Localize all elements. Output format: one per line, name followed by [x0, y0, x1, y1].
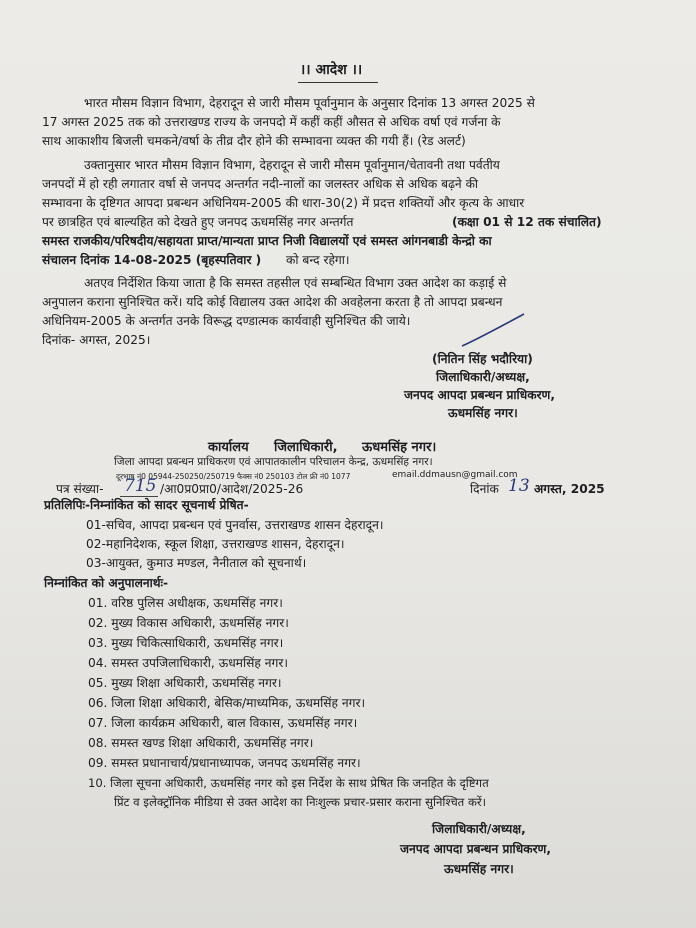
compliance-item-03: 03. मुख्य चिकित्साधिकारी, ऊधमसिंह नगर।	[88, 636, 284, 650]
letter-number-label: पत्र संख्या-	[56, 482, 104, 496]
compliance-item-08: 08. समस्त खण्ड शिक्षा अधिकारी, ऊधमसिंह नगर।	[88, 736, 314, 750]
para2-line2: जनपदों में हो रही लगातार वर्षा से जनपद अन्तर्गत नदी-नालों का जलस्तर अधिक से अधिक बढ़ने की	[42, 177, 479, 191]
para2-line4: पर छात्रहित एवं बाल्यहित को देखते हुए जनपद ऊधमसिंह नगर अन्तर्गत	[42, 215, 354, 229]
compliance-heading: निम्नांकित को अनुपालनार्थः-	[44, 576, 169, 590]
office-officer: जिलाधिकारी,	[274, 440, 338, 455]
signatory1-place: ऊधमसिंह नगर।	[448, 406, 518, 420]
signature-mark-1	[458, 312, 528, 350]
para2-closing: को बन्द रहेगा।	[286, 253, 350, 267]
para2-bold-class: (कक्षा 01 से 12 तक संचालित)	[452, 215, 602, 229]
para2-line3: सम्भावना के दृष्टिगत आपदा प्रबन्धन अधिनियम-2005 की धारा-30(2) में प्रदत्त शक्तियों और कृत्य के आधार	[42, 196, 525, 210]
ref-date-rest: अगस्त, 2025	[534, 482, 605, 496]
signatory2-designation: जिलाधिकारी/अध्यक्ष,	[432, 822, 526, 836]
office-city: ऊधमसिंह नगर।	[362, 440, 437, 455]
signatory1-designation: जिलाधिकारी/अध्यक्ष,	[436, 370, 530, 384]
para3-line3: अधिनियम-2005 के अन्तर्गत उनके विरूद्ध दण्डात्मक कार्यवाही सुनिश्चित की जाये।	[42, 314, 411, 328]
ref-date-day-handwritten: 13	[508, 476, 530, 496]
para2-bold-schools: समस्त राजकीय/परिषदीय/सहायता प्राप्त/मान्यता प्राप्त निजी विद्यालयों एवं समस्त आंगनबाडी केन्द्रो का	[42, 234, 492, 248]
para1-line1: भारत मौसम विज्ञान विभाग, देहरादून से जारी मौसम पूर्वानुमान के अनुसार दिनांक 13 अगस्त 2025 से	[84, 96, 535, 110]
letter-number-suffix: /आ0प्र0प्रा0/आदेश/2025-26	[160, 482, 304, 496]
signatory1-name: (नितिन सिंह भदौरिया)	[432, 352, 533, 366]
letter-number-handwritten: 715	[124, 476, 157, 496]
compliance-item-07: 07. जिला कार्यक्रम अधिकारी, बाल विकास, ऊधमसिंह नगर।	[88, 716, 358, 730]
para1-line2: 17 अगस्त 2025 तक को उत्तराखण्ड राज्य के जनपदो में कहीं कहीं औसत से अधिक वर्षा एवं गर्जना के	[42, 115, 501, 129]
signatory1-authority: जनपद आपदा प्रबन्धन प्राधिकरण,	[404, 388, 555, 402]
order-date-line: दिनांक- अगस्त, 2025।	[42, 333, 151, 347]
title-underline	[298, 82, 378, 83]
office-label: कार्यालय	[208, 440, 249, 455]
compliance-item-10-continued: प्रिंट व इलेक्ट्रॉनिक मीडिया से उक्त आदेश का निःशुल्क प्रचार-प्रसार कराना सुनिश्चित करें।	[114, 795, 487, 809]
order-title: ।। आदेश ।।	[300, 62, 363, 78]
para3-line2: अनुपालन कराना सुनिश्चित करें। यदि कोई विद्यालय उक्त आदेश की अवहेलना करता है तो आपदा प्रबन्धन	[42, 295, 503, 309]
compliance-item-06: 06. जिला शिक्षा अधिकारी, बेसिक/माध्यमिक, ऊधमसिंह नगर।	[88, 696, 366, 710]
compliance-item-09: 09. समस्त प्रधानाचार्य/प्रधानाध्यापक, जनपद ऊधमसिंह नगर।	[88, 756, 361, 770]
para2-line1: उक्तानुसार भारत मौसम विज्ञान विभाग, देहरादून से जारी मौसम पूर्वानुमान/चेतावनी तथा पर्वतीय	[84, 158, 500, 172]
office-email: email.ddmausn@gmail.com	[392, 470, 518, 480]
ref-date-label: दिनांक	[470, 482, 499, 496]
compliance-item-05: 05. मुख्य शिक्षा अधिकारी, ऊधमसिंह नगर।	[88, 676, 282, 690]
copy-item-03: 03-आयुक्त, कुमाउ मण्डल, नैनीताल को सूचनार्थ।	[86, 556, 307, 570]
para3-line1: अतएव निर्देशित किया जाता है कि समस्त तहसील एवं सम्बन्धित विभाग उक्त आदेश का कड़ाई से	[84, 276, 507, 290]
copy-item-02: 02-महानिदेशक, स्कूल शिक्षा, उत्तराखण्ड शासन, देहरादून।	[86, 537, 345, 551]
signatory2-place: ऊधमसिंह नगर।	[444, 862, 514, 876]
signatory2-authority: जनपद आपदा प्रबन्धन प्राधिकरण,	[400, 842, 551, 856]
compliance-item-04: 04. समस्त उपजिलाधिकारी, ऊधमसिंह नगर।	[88, 656, 288, 670]
compliance-item-02: 02. मुख्य विकास अधिकारी, ऊधमसिंह नगर।	[88, 616, 289, 630]
office-contact: दूरभाष नं0 05944-250250/250719 फैक्स नं0 250103 टोल फ्री नं0 1077	[116, 472, 351, 481]
compliance-item-10: 10. जिला सूचना अधिकारी, ऊधमसिंह नगर को इस निर्देश के साथ प्रेषित कि जनहित के दृष्टिगत	[88, 776, 489, 790]
compliance-item-01: 01. वरिष्ठ पुलिस अधीक्षक, ऊधमसिंह नगर।	[88, 596, 283, 610]
para2-bold-date: संचालन दिनांक 14-08-2025 (बृहस्पतिवार )	[42, 253, 262, 267]
office-subtitle: जिला आपदा प्रबन्धन प्राधिकरण एवं आपातकालीन परिचालन केन्द्र, ऊधमसिंह नगर।	[114, 456, 433, 468]
para1-line3: साथ आकाशीय बिजली चमकने/वर्षा के तीव्र दौर होने की सम्भावना व्यक्त की गयी हैं। (रेड अलर्ट)	[42, 134, 466, 148]
copy-item-01: 01-सचिव, आपदा प्रबन्धन एवं पुनर्वास, उत्तराखण्ड शासन देहरादून।	[86, 518, 384, 532]
copies-heading: प्रतिलिपिः-निम्नांकित को सादर सूचनार्थ प्रेषित-	[44, 498, 249, 512]
